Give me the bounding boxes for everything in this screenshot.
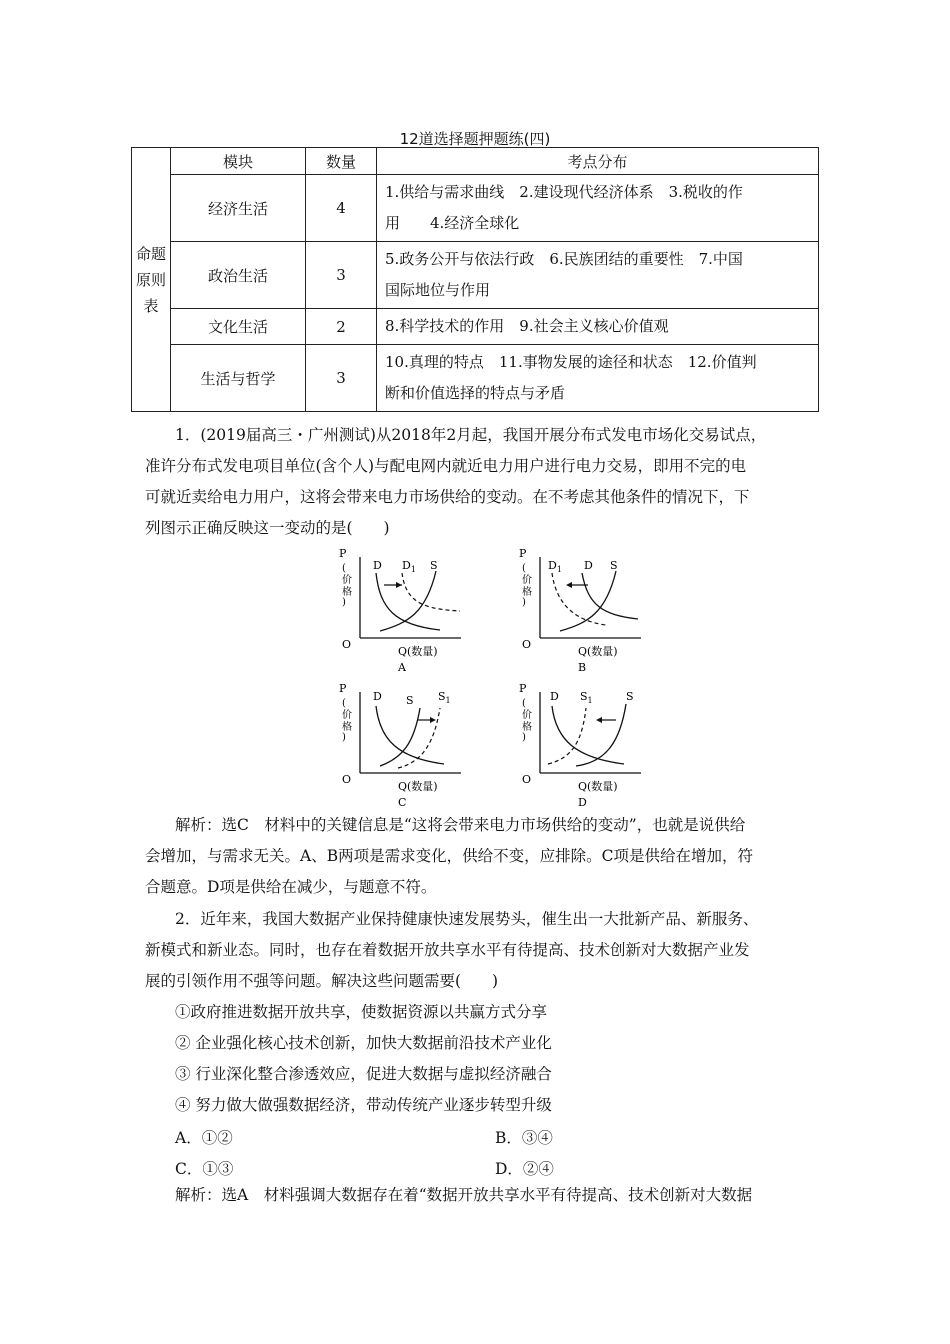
side-label-line: 表 (143, 296, 159, 315)
origin-label: O (522, 773, 532, 786)
curve-label: S (610, 559, 618, 572)
option-d: D．②④ (495, 1160, 554, 1178)
count-cell: 4 (306, 175, 377, 242)
question-line: 1．(2019届高三・广州测试)从2018年2月起，我国开展分布式发电市场化交易试点， (175, 426, 767, 444)
figure-label: C (398, 796, 407, 809)
figure-a (336, 543, 476, 678)
axis-p: P (519, 547, 527, 560)
question-line: 列图示正确反映这一变动的是( ) (145, 519, 390, 537)
statement-item: ①政府推进数据开放共享，使数据资源以共赢方式分享 (175, 1003, 548, 1021)
principle-table (131, 147, 819, 412)
distribution-line: 1.供给与需求曲线 2.建设现代经济体系 3.税收的作 (385, 183, 743, 201)
origin-label: O (342, 638, 352, 651)
distribution-line: 断和价值选择的特点与矛盾 (385, 384, 566, 402)
header-count: 数量 (306, 148, 377, 175)
curve-label: D (373, 690, 382, 703)
analysis-line: 解析：选C 材料中的关键信息是“这将会带来电力市场供给的变动”，也就是说供给 (175, 816, 746, 834)
side-label (132, 148, 171, 412)
option-b: B．③④ (495, 1129, 553, 1147)
option-a: A．①② (175, 1129, 233, 1147)
distribution-cell (377, 309, 819, 345)
axis-p-unit: 格 (342, 722, 352, 733)
header-distribution: 考点分布 (377, 148, 819, 175)
question-line: 可就近卖给电力用户，这将会带来电力市场供给的变动。在不考虑其他条件的情况下，下 (145, 488, 750, 506)
count-cell: 2 (306, 309, 377, 345)
statement-item: ② 企业强化核心技术创新，加快大数据前沿技术产业化 (175, 1034, 552, 1052)
page-title: 12道选择题押题练(四) (399, 130, 551, 148)
distribution-cell (377, 175, 819, 242)
curve-label: $D_1$ (548, 559, 562, 574)
figure-label: D (578, 796, 587, 809)
curve-label: $S_1$ (580, 690, 593, 705)
question-line: 2．近年来，我国大数据产业保持健康快速发展势头，催生出一大批新产品、新服务、 (175, 910, 759, 928)
module-cell: 经济生活 (171, 175, 306, 242)
curve-label: S (430, 559, 438, 572)
origin-label: O (522, 638, 532, 651)
axis-q: Q(数量) (578, 780, 618, 793)
axis-p-unit: ) (342, 732, 346, 743)
axis-p: P (519, 682, 527, 695)
axis-p-unit: 格 (522, 722, 532, 733)
question-line: 展的引领作用不强等问题。解决这些问题需要( ) (145, 972, 499, 990)
statement-item: ③ 行业深化整合渗透效应，促进大数据与虚拟经济融合 (175, 1065, 552, 1083)
axis-p-unit: 价 (522, 710, 532, 721)
count-cell: 3 (306, 345, 377, 412)
curve-label: D (373, 559, 382, 572)
axis-p-unit: ) (522, 732, 526, 743)
figure-label: A (398, 661, 406, 674)
distribution-line: 国际地位与作用 (385, 281, 491, 299)
axis-p-unit: 格 (342, 587, 352, 598)
curve-label: $D_1$ (402, 559, 416, 574)
module-cell: 生活与哲学 (171, 345, 306, 412)
distribution-line: 用 4.经济全球化 (385, 214, 520, 232)
axis-p: P (339, 682, 347, 695)
statement-item: ④ 努力做大做强数据经济，带动传统产业逐步转型升级 (175, 1096, 552, 1114)
option-c: C．①③ (175, 1160, 234, 1178)
analysis-line: 会增加，与需求无关。A、B两项是需求变化，供给不变，应排除。C项是供给在增加，符 (145, 847, 753, 865)
axis-p-unit: ( (342, 698, 346, 709)
origin-label: O (342, 773, 352, 786)
axis-q: Q(数量) (398, 780, 438, 793)
distribution-line: 10.真理的特点 11.事物发展的途径和状态 12.价值判 (385, 353, 757, 371)
analysis-line: 解析：选A 材料强调大数据存在着“数据开放共享水平有待提高、技术创新对大数据 (175, 1186, 753, 1204)
side-label-line: 原则 (135, 270, 166, 289)
axis-p-unit: 价 (342, 710, 352, 721)
analysis-2 (145, 1180, 805, 1211)
header-module: 模块 (171, 148, 306, 175)
question-line: 准许分布式发电项目单位(含个人)与配电网内就近电力用户进行电力交易，即用不完的电 (145, 457, 747, 475)
axis-p-unit: 价 (342, 575, 352, 586)
axis-q: Q(数量) (398, 645, 438, 658)
module-cell: 政治生活 (171, 242, 306, 309)
axis-p: P (339, 547, 347, 560)
figure-label: B (578, 661, 587, 674)
question-line: 新模式和新业态。同时，也存在着数据开放共享水平有待提高、技术创新对大数据产业发 (145, 941, 750, 959)
figure-d (516, 678, 656, 813)
axis-p-unit: ) (342, 597, 346, 608)
curve-label: D (584, 559, 593, 572)
question-1 (145, 420, 805, 544)
axis-p-unit: ( (522, 563, 526, 574)
figure-b (516, 543, 656, 678)
analysis-1 (145, 810, 805, 903)
axis-p-unit: ( (342, 563, 346, 574)
axis-q: Q(数量) (578, 645, 618, 658)
curve-label: D (550, 690, 559, 703)
figure-c (336, 678, 476, 813)
analysis-line: 合题意。D项是供给在减少，与题意不符。 (145, 878, 437, 896)
module-cell: 文化生活 (171, 309, 306, 345)
curve-label: S (406, 694, 414, 707)
distribution-cell (377, 242, 819, 309)
curve-label: $S_1$ (438, 690, 451, 705)
distribution-line: 8.科学技术的作用 9.社会主义核心价值观 (385, 317, 669, 335)
question-2 (145, 904, 805, 1121)
axis-p-unit: ) (522, 597, 526, 608)
axis-p-unit: ( (522, 698, 526, 709)
axis-p-unit: 价 (522, 575, 532, 586)
axis-p-unit: 格 (522, 587, 532, 598)
curve-label: S (626, 690, 634, 703)
distribution-line: 5.政务公开与依法行政 6.民族团结的重要性 7.中国 (385, 250, 743, 268)
distribution-cell (377, 345, 819, 412)
count-cell: 3 (306, 242, 377, 309)
side-label-line: 命题 (135, 244, 166, 263)
